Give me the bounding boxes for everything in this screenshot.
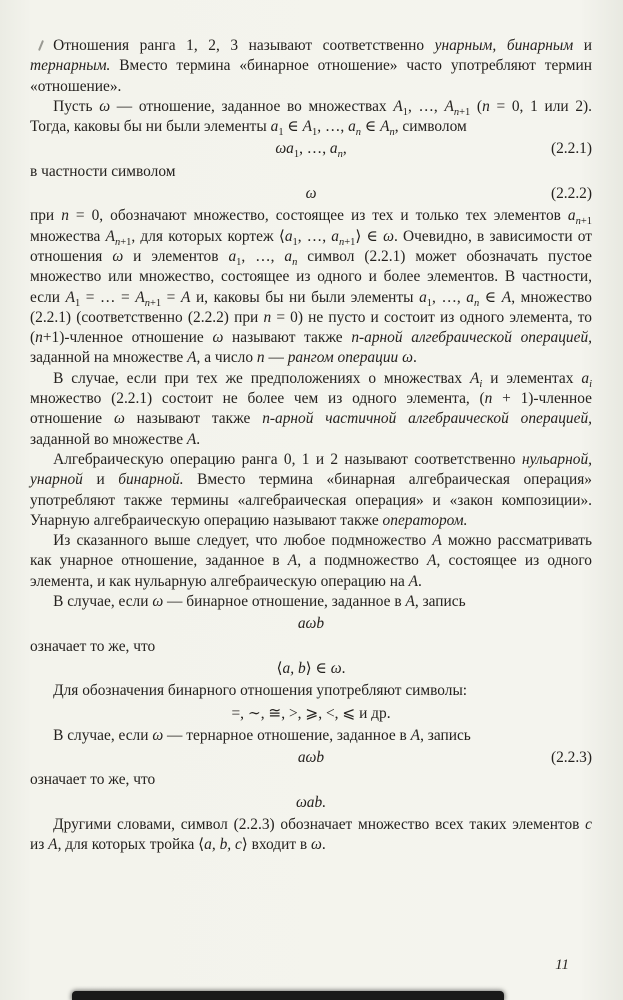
page-text (30, 36, 592, 856)
paragraph: означает то же, что (30, 771, 156, 789)
display-equation (30, 704, 592, 724)
paragraph: В случае, если ω — тернарное отношение, заданное в A, запись (53, 726, 471, 744)
display-equation (30, 139, 592, 159)
equation-number: (2.2.2) (550, 185, 592, 203)
paragraph: Отношения ранга 1, 2, 3 называют соответственно унарным, бинарным и тернарным. Вместо термина «бинарное отношение» часто употребляют термин «отношение». (30, 37, 592, 95)
display-equation (30, 748, 592, 768)
equation-body: ⟨a, b⟩ ∈ ω. (276, 659, 346, 677)
display-equation (30, 659, 592, 679)
paragraph: В случае, если при тех же предположениях о множествах $A_i$ и элементах $a_i$ множество (2.2.1) состоит не более чем из одного элемента, (n + 1)-членное отношение ω называют также n-арной частичной алгебраической операцией, заданной во множестве A. (30, 369, 593, 448)
equation-number: (2.2.3) (550, 749, 592, 767)
paragraph: Для обозначения бинарного отношения употребляют символы: (53, 682, 468, 700)
page-number: 11 (555, 957, 569, 973)
paragraph: Другими словами, символ (2.2.3) обозначает множество всех таких элементов c из A, для которых тройка ⟨a, b, c⟩ входит в ω. (30, 815, 592, 854)
paragraph: Пусть ω — отношение, заданное во множествах $A_1$, …, $A_{n+1}$ (n = 0, 1 или 2). Тогда, каковы бы ни были элементы $a_1$ ∈ $A_1$, …, $a_n$ ∈ $A_n$, символом (30, 97, 592, 139)
equation-body: ω (305, 185, 317, 203)
display-equation (30, 614, 592, 634)
paragraph: означает то же, что (30, 637, 156, 655)
display-equation (30, 793, 592, 813)
display-equation (30, 184, 592, 204)
paragraph: В случае, если ω — бинарное отношение, заданное в A, запись (53, 593, 466, 611)
equation-body: $\omega a_1$, …, $a_n$, (275, 140, 347, 161)
equation-body: aωb (297, 615, 325, 633)
equation-body: aωb (297, 749, 325, 767)
equation-body: ωab. (295, 793, 327, 811)
equation-number: (2.2.1) (550, 140, 592, 158)
paragraph: Алгебраическую операцию ранга 0, 1 и 2 называют соответственно нульарной, унарной и бинарной. Вместо термина «бинарная алгебраическая операция» употребляют также термины «алгебраическая операция» и «закон композиции». Унарную алгебраическую операцию называют также оператором. (30, 450, 592, 529)
scan-edge-shadow (72, 991, 504, 1000)
paragraph: Из сказанного выше следует, что любое подмножество A можно рассматривать как унарное отношение, заданное в A, а подмножество A, состоящее из одного элемента, и как нульарную алгебраическую операцию на A. (30, 532, 593, 590)
paragraph: в частности символом (30, 162, 176, 180)
equation-body: =, ∼, ≅, >, ⩾, <, ⩽ и др. (231, 704, 391, 722)
paragraph: при n = 0, обозначают множество, состоящее из тех и только тех элементов $a_{n+1}$ множества $A_{n+1}$, для которых кортеж $⟨a_1$, …, $a_{n+1}⟩$ ∈ ω. Очевидно, в зависимости от отношения ω и элементов $a_1$, …, $a_n$ символ (2.2.1) может обозначать пустое множество или множество, состоящее из одного и более элементов. В частности, если $A_1$ = … = $A_{n+1} = A$ и, каковы бы ни были элементы $a_1$, …, $a_n$ ∈ A, множество (2.2.1) (соответственно (2.2.2) при n = 0) не пусто и состоит из одного элемента, то (n+1)-членное отношение ω называют также n-арной алгебраической операцией, заданной на множестве A, а число n — рангом операции ω. (30, 207, 593, 367)
